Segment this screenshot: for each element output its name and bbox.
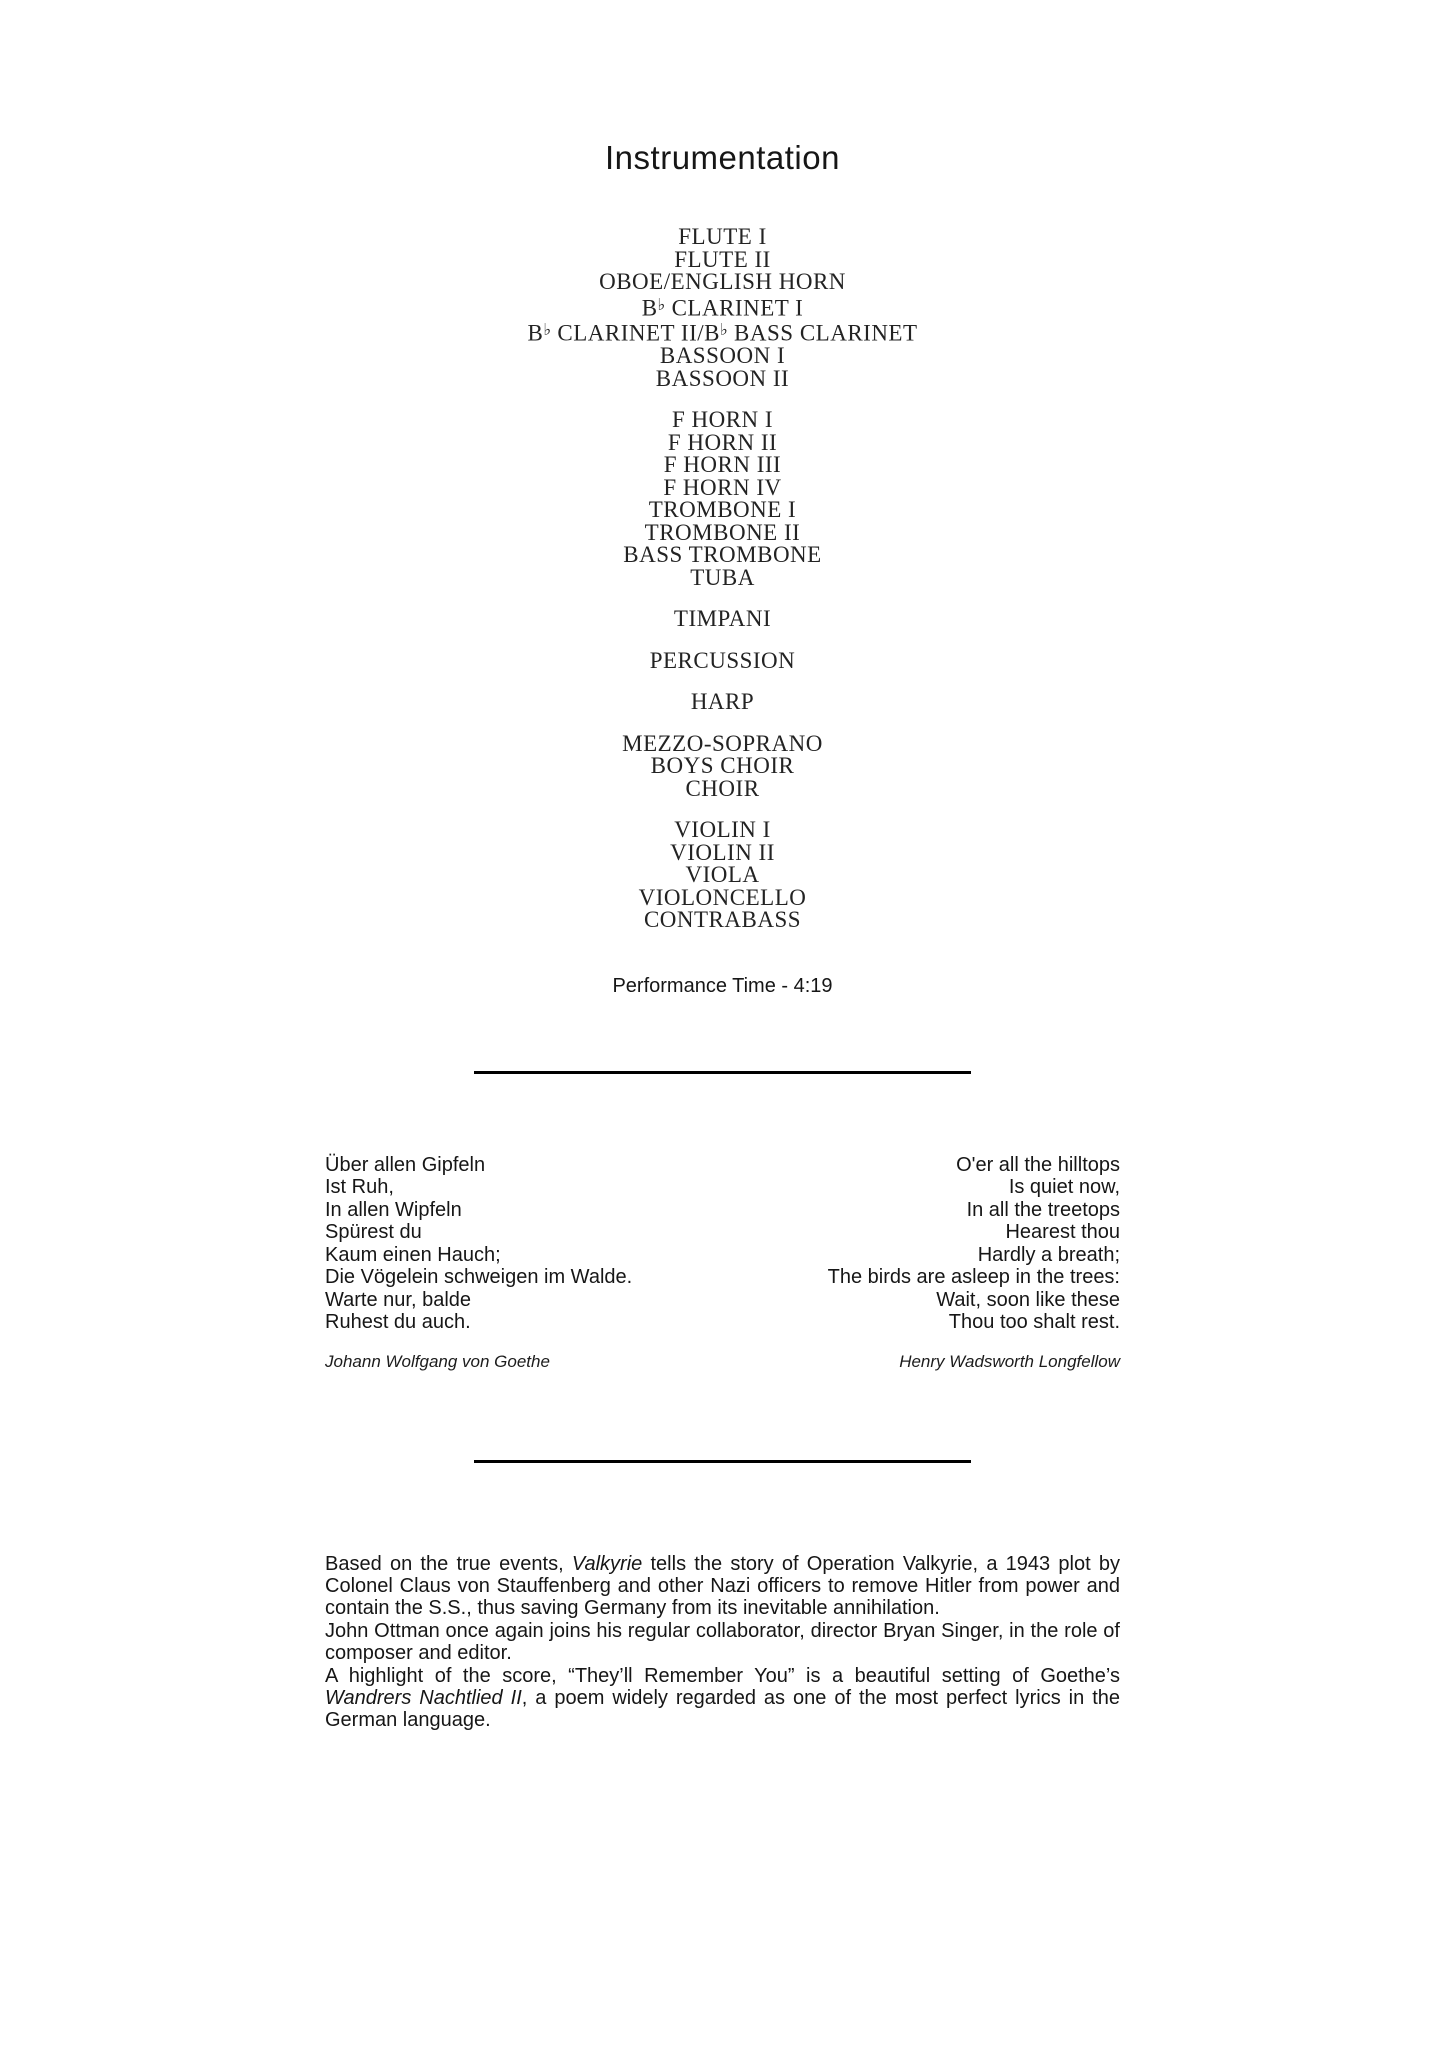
instrument-line: VIOLA	[685, 862, 760, 888]
poem-german-attribution: Johann Wolfgang von Goethe	[325, 1351, 550, 1371]
instrument-line: VIOLONCELLO	[638, 884, 807, 910]
instrumentation-page	[325, 140, 1120, 1732]
instrument-line: B♭ CLARINET II/B♭ BASS CLARINET	[527, 320, 918, 346]
instrument-line: BASSOON I	[659, 343, 786, 369]
instrument-group	[325, 409, 1120, 589]
instrument-line: TUBA	[690, 564, 755, 590]
instrument-line: CHOIR	[685, 775, 760, 801]
instrument-line: F HORN I	[671, 407, 774, 433]
instrument-line: TROMBONE I	[648, 497, 797, 523]
flat-symbol: ♭	[543, 320, 552, 340]
divider-rule-bottom	[474, 1460, 971, 1463]
divider-rule-top	[474, 1071, 971, 1074]
flat-symbol: ♭	[719, 320, 728, 340]
instrument-line: VIOLIN I	[674, 817, 771, 843]
poem-line: Ruhest du auch.	[325, 1311, 471, 1334]
about-section	[325, 1553, 1120, 1732]
poem-german-column	[325, 1154, 632, 1334]
poem-english-column	[828, 1154, 1120, 1334]
poem-line: Thou too shalt rest.	[948, 1311, 1120, 1334]
instrument-line: BASS TROMBONE	[623, 542, 822, 568]
instrument-line: HARP	[690, 689, 755, 715]
about-text-segment: A highlight of the score, “They’ll Remember You” is a beautiful setting of Goethe’s	[325, 1664, 1120, 1687]
instrument-line: BASSOON II	[655, 365, 790, 391]
poem-line: Spürest du	[325, 1221, 422, 1244]
instrument-line: FLUTE I	[678, 224, 767, 249]
poem-line: Kaum einen Hauch;	[325, 1243, 501, 1266]
performance-time: Performance Time - 4:19	[612, 974, 833, 997]
about-text-segment: Valkyrie	[571, 1552, 643, 1575]
page-title: Instrumentation	[605, 139, 840, 176]
flat-symbol: ♭	[657, 294, 666, 314]
poem-section	[325, 1154, 1120, 1334]
instrument-line: TROMBONE II	[644, 519, 801, 545]
instrument-line: TIMPANI	[673, 606, 772, 632]
about-paragraph	[325, 1553, 1120, 1620]
instrument-line: MEZZO-SOPRANO	[622, 730, 823, 756]
instrument-line: VIOLIN II	[670, 839, 775, 865]
poem-line: Is quiet now,	[1008, 1176, 1120, 1199]
instrument-line: BOYS CHOIR	[650, 753, 795, 779]
poem-line: Wait, soon like these	[936, 1288, 1120, 1311]
instrument-group	[325, 819, 1120, 932]
poem-attributions	[325, 1352, 1120, 1372]
about-paragraph	[325, 1620, 1120, 1665]
about-text-segment: John Ottman once again joins his regular collaborator, director Bryan Singer, in the role of composer and editor.	[325, 1619, 1120, 1665]
about-text-segment: Wandrers Nachtlied II	[325, 1687, 522, 1710]
instrument-line: FLUTE II	[674, 246, 771, 272]
poem-line: Über allen Gipfeln	[325, 1153, 486, 1176]
poem-line: Die Vögelein schweigen im Walde.	[325, 1266, 633, 1289]
instrument-line: F HORN IV	[663, 474, 782, 500]
poem-english-attribution: Henry Wadsworth Longfellow	[899, 1351, 1120, 1371]
poem-line: In all the treetops	[966, 1198, 1120, 1221]
instrument-group	[325, 226, 1120, 390]
instrument-line: CONTRABASS	[643, 907, 802, 933]
instrument-line: OBOE/ENGLISH HORN	[599, 269, 846, 294]
poem-line: O'er all the hilltops	[956, 1153, 1120, 1176]
instrument-line: F HORN II	[667, 429, 778, 455]
about-paragraph	[325, 1665, 1120, 1732]
about-text-segment: , a poem widely regarded as one of the most perfect lyrics in the German language.	[325, 1687, 1120, 1732]
about-text-segment: Based on the true events,	[325, 1552, 572, 1575]
poem-line: Hearest thou	[1005, 1221, 1120, 1244]
poem-line: Warte nur, balde	[325, 1288, 472, 1311]
instrument-group	[325, 691, 1120, 714]
poem-line: The birds are asleep in the trees:	[827, 1266, 1120, 1289]
instrument-list	[325, 226, 1120, 932]
instrument-group	[325, 730, 1120, 801]
instrument-group	[325, 647, 1120, 673]
poem-line: Hardly a breath;	[977, 1243, 1120, 1266]
poem-line: In allen Wipfeln	[325, 1198, 462, 1221]
instrument-line: B♭ CLARINET I	[641, 294, 804, 320]
poem-line: Ist Ruh,	[325, 1176, 394, 1199]
about-text-segment: tells the story of Operation Valkyrie, a 1943 plot by Colonel Claus von Stauffenberg and other Nazi officers to remove Hitler from power and contain the S.S., thus saving Germany from its inevitable annihilation.	[325, 1552, 1120, 1620]
instrument-line: PERCUSSION	[649, 647, 796, 673]
instrument-line: F HORN III	[663, 452, 782, 478]
instrument-group	[325, 608, 1120, 631]
